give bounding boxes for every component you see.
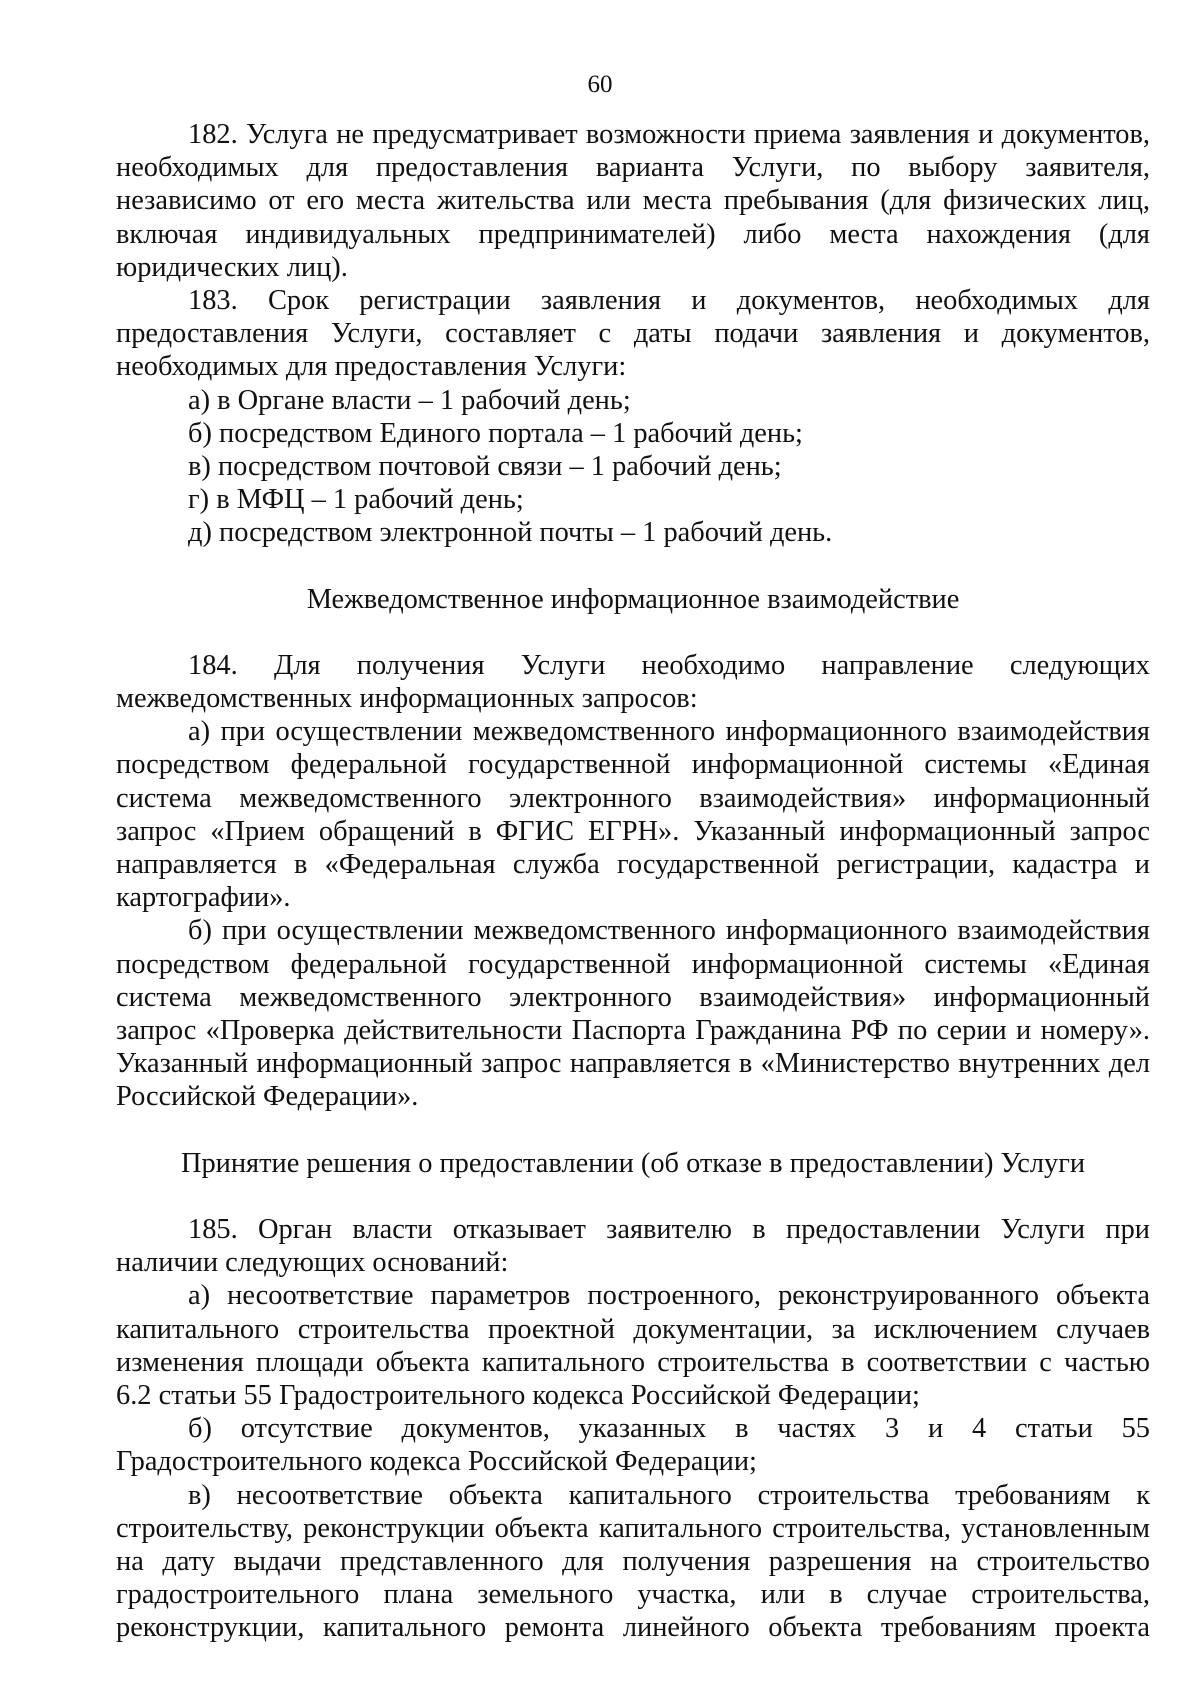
list-item-183-b: б) посредством Единого портала – 1 рабочий день; xyxy=(188,417,803,449)
page-number: 60 xyxy=(587,71,613,98)
section-gap xyxy=(116,616,1150,649)
list-item-183-a: а) в Органе власти – 1 рабочий день; xyxy=(188,384,631,416)
paragraph-184-line-2: межведомственных информационных запросов: xyxy=(116,683,698,715)
section-gap xyxy=(116,1180,1150,1213)
paragraph-185-v: в) несоответствие объекта капитального строительства требованиям к строительству, реконструкции объекта капитального строительства, установленным на дату выдачи представленного для получения разрешения на строительство градостроительного плана земельного участка, или в случае строительства, реконструкции, капитального ремонта линейного объекта требованиям проекта xyxy=(116,1479,1150,1644)
paragraph-183: 183. Срок регистрации заявления и документов, необходимых для предоставления Услуги, составляет с даты подачи заявления и документов, необходимых для предоставления Услуги: xyxy=(116,285,1150,383)
paragraph-185-a: а) несоответствие параметров построенного, реконструированного объекта капитального строительства проектной документации, за исключением случаев изменения площади объекта капитального строительства в соответствии с частью 6.2 статьи 55 Градостроительного кодекса Российской Федерации; xyxy=(116,1280,1150,1411)
paragraph-184-b: б) при осуществлении межведомственного информационного взаимодействия посредством федеральной государственной информационной системы «Единая система межведомственного электронного взаимодействия» информационный запрос «Проверка действительности Паспорта Гражданина РФ по серии и номеру». Указанный информационный запрос направляется в «Министерство внутренних дел Российской Федерации». xyxy=(116,915,1150,1113)
document-body xyxy=(116,118,1150,1645)
paragraph-184-line-1: 184. Для получения Услуги необходимо направление следующих xyxy=(188,649,1150,681)
section-gap xyxy=(116,1114,1150,1147)
paragraph-182: 182. Услуга не предусматривает возможности приема заявления и документов, необходимых для предоставления варианта Услуги, по выбору заявителя, независимо от его места жительства или места пребывания (для физических лиц, включая индивидуальных предпринимателей) либо места нахождения (для юридических лиц). xyxy=(116,119,1150,283)
section-heading-decision: Принятие решения о предоставлении (об отказе в предоставлении) Услуги xyxy=(180,1147,1086,1179)
paragraph-184-a: а) при осуществлении межведомственного информационного взаимодействия посредством федеральной государственной информационной системы «Единая система межведомственного электронного взаимодействия» информационный запрос «Прием обращений в ФГИС ЕГРН». Указанный информационный запрос направляется в «Федеральная служба государственной регистрации, кадастра и картографии». xyxy=(116,716,1150,914)
paragraph-185-b-line-1: б) отсутствие документов, указанных в частях 3 и 4 статьи 55 xyxy=(188,1413,1150,1445)
list-item-183-g: г) в МФЦ – 1 рабочий день; xyxy=(188,484,524,516)
list-item-183-d: д) посредством электронной почты – 1 рабочий день. xyxy=(188,517,833,549)
section-gap xyxy=(116,550,1150,583)
section-heading-interagency: Межведомственное информационное взаимодействие xyxy=(306,583,960,615)
list-item-183-v: в) посредством почтовой связи – 1 рабочий день; xyxy=(188,451,782,483)
paragraph-185: 185. Орган власти отказывает заявителю в предоставлении Услуги при наличии следующих оснований: xyxy=(116,1213,1150,1279)
paragraph-185-b-line-2: Градостроительного кодекса Российской Федерации; xyxy=(116,1446,757,1478)
